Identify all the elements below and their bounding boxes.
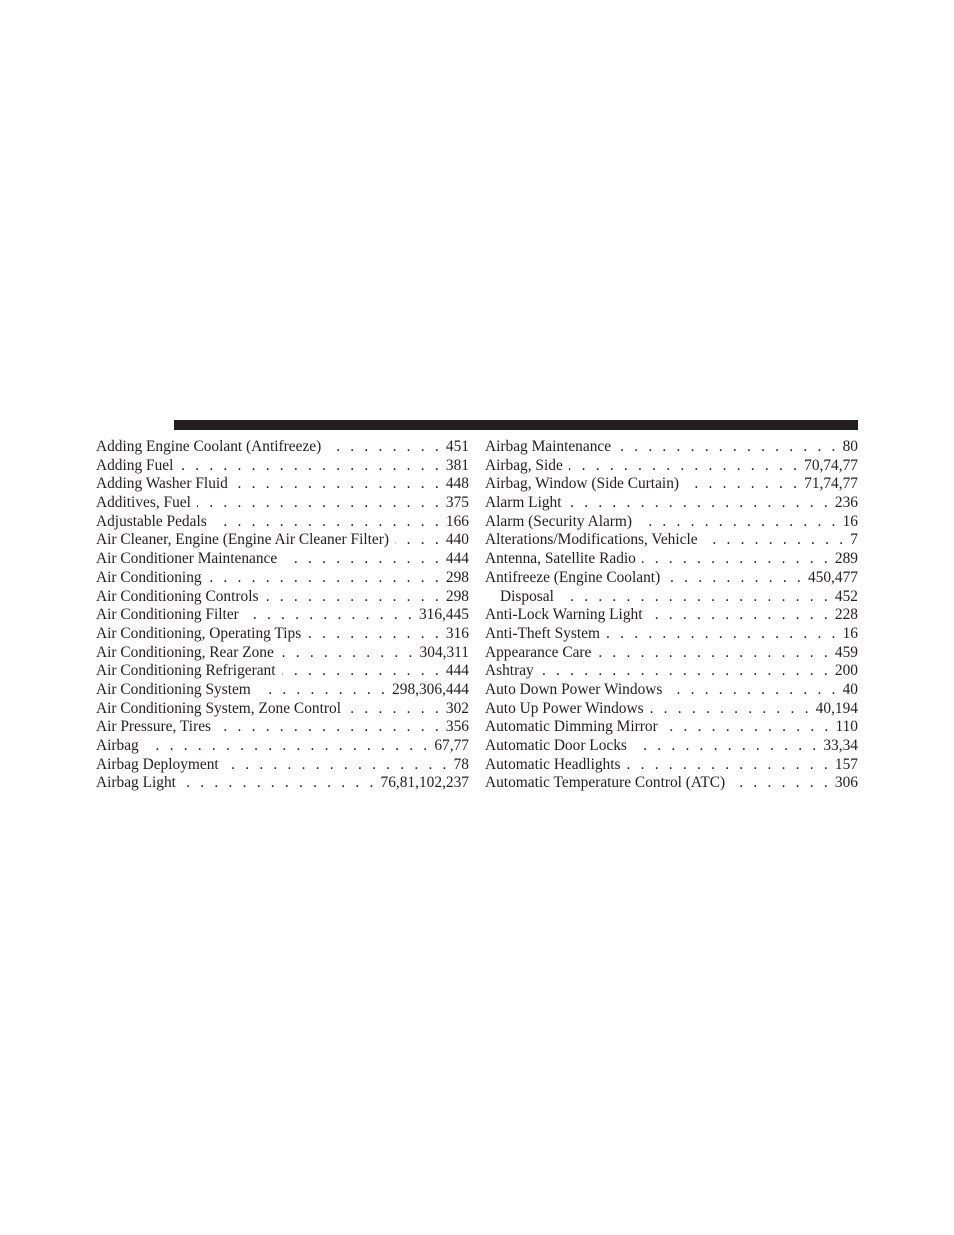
index-entry [485, 681, 858, 700]
index-pages: 304,311 [419, 643, 469, 661]
dot-leader [208, 569, 442, 588]
index-pages: 444 [445, 662, 469, 680]
index-term: Auto Up Power Windows [485, 699, 644, 717]
dot-leader [347, 700, 442, 719]
index-pages: 70,74,77 [804, 456, 858, 474]
index-pages: 444 [445, 550, 469, 568]
index-entry [485, 625, 858, 644]
section-header-bar [174, 420, 858, 430]
index-entry [485, 606, 858, 625]
dot-leader [145, 737, 431, 756]
index-term: Adding Washer Fluid [96, 475, 228, 493]
dot-leader [627, 756, 831, 775]
dot-leader [395, 531, 442, 550]
index-entry [485, 718, 858, 737]
index-term: Air Conditioning Filter [96, 606, 239, 624]
index-term: Disposal [500, 587, 554, 605]
index-entry [485, 513, 858, 532]
dot-leader [280, 644, 416, 663]
index-pages: 316 [445, 624, 469, 642]
index-pages: 16 [842, 512, 858, 530]
index-entry [96, 644, 469, 663]
index-pages: 440 [445, 531, 469, 549]
dot-leader [213, 513, 442, 532]
index-term: Air Conditioning System, Zone Control [96, 699, 341, 717]
dot-leader [638, 513, 839, 532]
index-pages: 16 [842, 624, 858, 642]
index-term: Auto Down Power Windows [485, 680, 663, 698]
index-term: Air Conditioning [96, 568, 202, 586]
dot-leader [225, 756, 450, 775]
index-entry [96, 550, 469, 569]
index-term: Antifreeze (Engine Coolant) [485, 568, 661, 586]
index-pages: 448 [445, 475, 469, 493]
index-pages: 40 [842, 680, 858, 698]
index-entry [485, 700, 858, 719]
index-subentry [485, 588, 858, 607]
index-entry [96, 513, 469, 532]
index-term: Adding Engine Coolant (Antifreeze) [96, 438, 322, 455]
dot-leader [307, 625, 442, 644]
dot-leader [731, 774, 831, 793]
dot-leader [704, 531, 847, 550]
dot-leader [569, 457, 800, 476]
dot-leader [664, 718, 832, 737]
index-entry [96, 718, 469, 737]
index-entry [96, 774, 469, 793]
index-term: Alterations/Modifications, Vehicle [485, 531, 698, 549]
dot-leader [217, 718, 442, 737]
index-entry [485, 531, 858, 550]
index-pages: 33,34 [823, 737, 858, 754]
index-entry [485, 494, 858, 513]
index-term: Air Conditioning Refrigerant [96, 662, 276, 680]
index-entry [485, 569, 858, 588]
index-pages: 316,445 [418, 606, 469, 624]
dot-leader [234, 475, 442, 494]
index-pages: 157 [834, 755, 858, 773]
dot-leader [264, 588, 441, 607]
index-pages: 450,477 [807, 568, 858, 586]
dot-leader [650, 700, 812, 719]
index-term: Automatic Door Locks [485, 737, 627, 754]
index-entry [96, 756, 469, 775]
dot-leader [642, 550, 831, 569]
index-pages: 375 [445, 494, 469, 512]
index-pages: 166 [445, 512, 469, 530]
index-pages: 110 [835, 718, 858, 736]
index-column-left [96, 438, 469, 793]
dot-leader [179, 457, 442, 476]
index-term: Antenna, Satellite Radio [485, 550, 636, 568]
index-pages: 80 [842, 438, 858, 455]
index-pages: 302 [445, 699, 469, 717]
index-entry [485, 737, 858, 756]
index-pages: 7 [850, 531, 858, 549]
index-entry [96, 475, 469, 494]
index-column-right [485, 438, 858, 793]
index-term: Alarm (Security Alarm) [485, 512, 633, 530]
index-pages: 298 [445, 568, 469, 586]
index-pages: 356 [445, 718, 469, 736]
index-term: Air Conditioning Controls [96, 587, 259, 605]
index-entry [485, 756, 858, 775]
index-entry [485, 438, 858, 457]
index-term: Anti-Theft System [485, 624, 600, 642]
index-term: Adjustable Pedals [96, 512, 207, 530]
index-term: Alarm Light [485, 494, 562, 512]
index-entry [96, 569, 469, 588]
index-term: Airbag, Window (Side Curtain) [485, 475, 680, 493]
index-term: Airbag Maintenance [485, 438, 612, 455]
index-term: Adding Fuel [96, 456, 174, 474]
index-term: Airbag, Side [485, 456, 563, 474]
index-entry [96, 662, 469, 681]
index-entry [96, 588, 469, 607]
dot-leader [197, 494, 442, 513]
index-entry [96, 494, 469, 513]
dot-leader [257, 681, 388, 700]
dot-leader [568, 494, 831, 513]
index-term: Air Pressure, Tires [96, 718, 212, 736]
dot-leader [633, 737, 819, 756]
index-term: Ashtray [485, 662, 534, 680]
dot-leader [540, 662, 831, 681]
index-term: Air Cleaner, Engine (Engine Air Cleaner Filter) [96, 531, 389, 549]
dot-leader [668, 681, 838, 700]
index-term: Airbag Deployment [96, 755, 219, 773]
dot-leader [606, 625, 839, 644]
index-term: Airbag [96, 737, 139, 754]
index-term: Air Conditioner Maintenance [96, 550, 278, 568]
dot-leader [666, 569, 804, 588]
index-entry [485, 774, 858, 793]
dot-leader [597, 644, 831, 663]
dot-leader [327, 438, 442, 457]
index-pages: 381 [445, 456, 469, 474]
dot-leader [617, 438, 839, 457]
index-pages: 289 [834, 550, 858, 568]
index-entry [485, 457, 858, 476]
index-entry [96, 531, 469, 550]
index-entry [96, 700, 469, 719]
index-term: Air Conditioning, Rear Zone [96, 643, 274, 661]
index-entry [96, 438, 469, 457]
index-pages: 459 [834, 643, 858, 661]
index-entry [96, 606, 469, 625]
index-entry [96, 737, 469, 756]
index-pages: 298,306,444 [392, 680, 469, 698]
index-term: Air Conditioning, Operating Tips [96, 624, 302, 642]
index-term: Automatic Headlights [485, 755, 621, 773]
index-term: Air Conditioning System [96, 680, 251, 698]
index-pages: 200 [834, 662, 858, 680]
index-term: Airbag Light [96, 774, 176, 792]
index-entry [485, 644, 858, 663]
dot-leader [182, 774, 377, 793]
index-pages: 67,77 [434, 737, 469, 754]
index-entry [485, 475, 858, 494]
index-entry [96, 625, 469, 644]
index-entry [485, 550, 858, 569]
index-pages: 71,74,77 [804, 475, 858, 493]
index-pages: 78 [453, 755, 469, 773]
dot-leader [245, 606, 415, 625]
index-pages: 236 [834, 494, 858, 512]
index-pages: 40,194 [815, 699, 858, 717]
dot-leader [560, 588, 831, 607]
dot-leader [283, 550, 442, 569]
dot-leader [648, 606, 830, 625]
index-term: Automatic Dimming Mirror [485, 718, 658, 736]
dot-leader [685, 475, 800, 494]
index-pages: 451 [445, 438, 469, 455]
index-entry [96, 681, 469, 700]
index-pages: 76,81,102,237 [380, 774, 469, 792]
index-term: Anti-Lock Warning Light [485, 606, 643, 624]
index-pages: 298 [445, 587, 469, 605]
index-pages: 452 [834, 587, 858, 605]
index-entry [96, 457, 469, 476]
index-term: Additives, Fuel [96, 494, 191, 512]
index-entry [485, 662, 858, 681]
index-pages: 228 [834, 606, 858, 624]
dot-leader [282, 662, 442, 681]
index-pages: 306 [834, 774, 858, 792]
index-term: Appearance Care [485, 643, 592, 661]
index-term: Automatic Temperature Control (ATC) [485, 774, 726, 792]
